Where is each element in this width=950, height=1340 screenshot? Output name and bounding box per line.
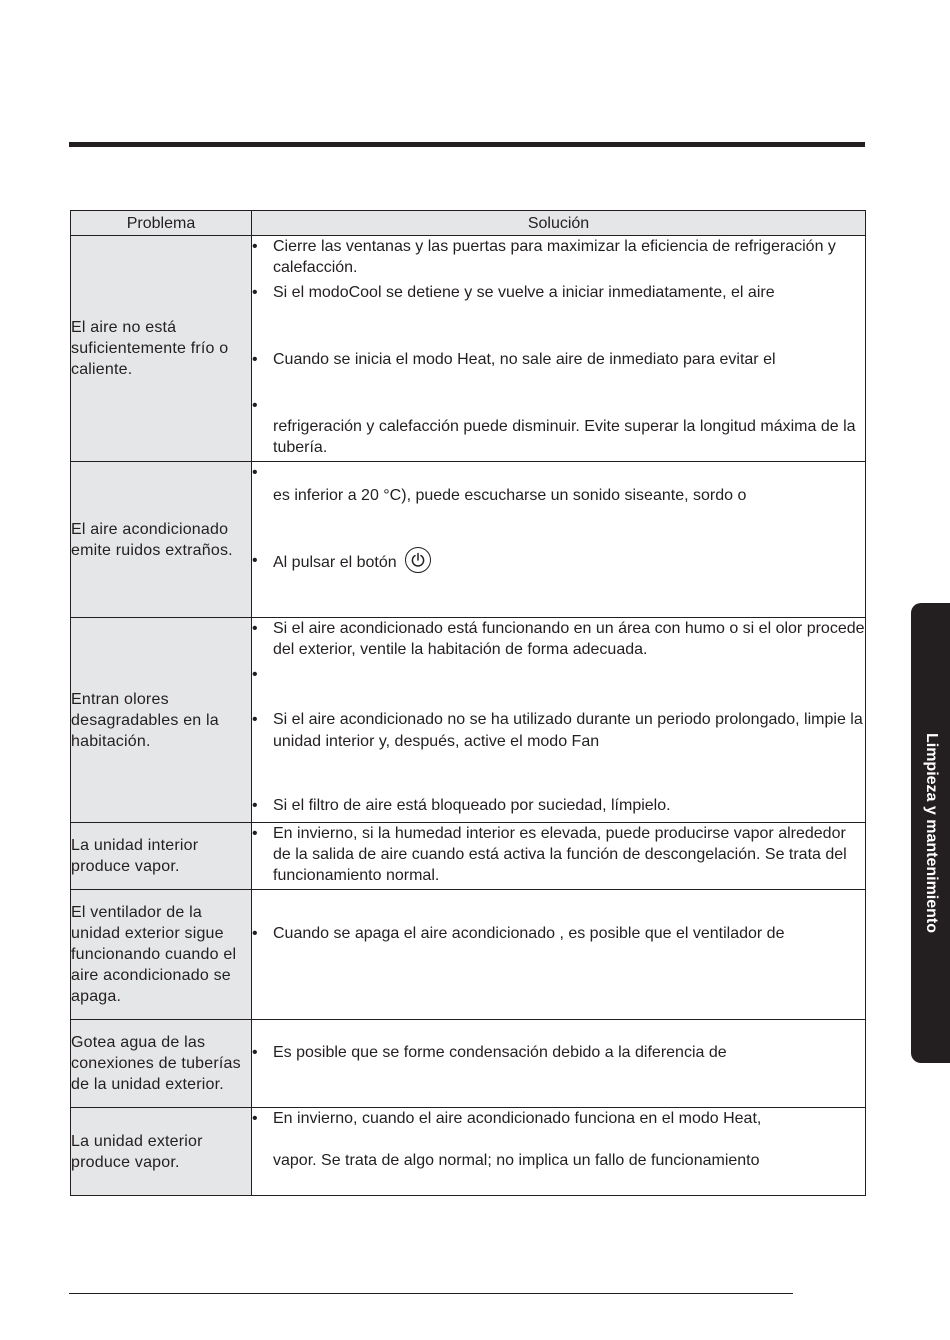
power-icon — [405, 547, 431, 573]
solution-item: • Cuando se inicia el modo Heat, no sale aire de inmediato para evitar el — [252, 349, 865, 370]
table-row — [71, 462, 866, 618]
solution-cell — [252, 1020, 866, 1108]
table-row — [71, 236, 866, 462]
section-side-tab — [911, 603, 950, 1063]
problem-cell: Gotea agua de las conexiones de tuberías de la unidad exterior. — [71, 1020, 252, 1108]
problem-cell: Entran olores desagradables en la habitación. — [71, 618, 252, 823]
solution-list — [252, 618, 865, 816]
solution-cell — [252, 462, 866, 618]
problem-cell: La unidad exterior produce vapor. — [71, 1108, 252, 1196]
solution-item — [252, 664, 865, 685]
solution-list — [252, 550, 865, 576]
solution-item: • Es posible que se forme condensación debido a la diferencia de — [252, 1042, 865, 1063]
table-row — [71, 823, 866, 890]
table-row — [71, 1108, 866, 1196]
footer-rule — [69, 1293, 793, 1294]
top-rule — [69, 142, 865, 147]
solution-item: • En invierno, si la humedad interior es elevada, puede producirse vapor alrededor de la salida de aire cuando está activa la función de descongelación. Se trata del funcionamiento normal. — [252, 823, 865, 886]
solution-item: • Si el filtro de aire está bloqueado por suciedad, límpielo. — [252, 795, 865, 816]
solution-item — [252, 395, 865, 416]
section-tab-label: Limpieza y mantenimiento — [922, 732, 940, 934]
troubleshooting-table — [70, 210, 866, 1196]
solution-list — [252, 236, 865, 416]
table-row — [71, 618, 866, 823]
header-solution: Solución — [252, 211, 866, 236]
table-header-row — [71, 211, 866, 236]
solution-continuation: es inferior a 20 °C), puede escucharse un sonido siseante, sordo o — [273, 487, 747, 504]
solution-cell — [252, 890, 866, 1020]
solution-cell — [252, 618, 866, 823]
solution-item: • Si el aire acondicionado está funcionando en un área con humo o si el olor procede del exterior, ventile la habitación de forma adecuada. — [252, 618, 865, 660]
solution-item: • Si el aire acondicionado no se ha utilizado durante un periodo prolongado, limpie la unidad interior y, después, active el modo Fan — [252, 709, 865, 753]
power-button-text: Al pulsar el botón — [273, 554, 397, 572]
table-row — [71, 1020, 866, 1108]
solution-item: • Si el modoCool se detiene y se vuelve a iniciar inmediatamente, el aire — [252, 282, 865, 303]
header-problem: Problema — [71, 211, 252, 236]
solution-list — [252, 1042, 865, 1063]
solution-list — [252, 462, 865, 483]
solution-cell — [252, 1108, 866, 1196]
solution-item — [252, 462, 865, 483]
solution-cell — [252, 823, 866, 890]
solution-item: • En invierno, cuando el aire acondicionado funciona en el modo Heat, — [252, 1108, 865, 1129]
solution-item: • Cuando se apaga el aire acondicionado , es posible que el ventilador de — [252, 923, 865, 944]
solution-cell — [252, 236, 866, 462]
solution-list — [252, 1108, 865, 1129]
solution-list — [252, 823, 865, 886]
solution-list — [252, 923, 865, 944]
problem-cell: El aire acondicionado emite ruidos extraños. — [71, 462, 252, 618]
problem-cell: La unidad interior produce vapor. — [71, 823, 252, 890]
table-row — [71, 890, 866, 1020]
solution-continuation: vapor. Se trata de algo normal; no implica un fallo de funcionamiento — [273, 1152, 760, 1169]
solution-item — [252, 550, 865, 576]
solution-continuation: refrigeración y calefacción puede disminuir. Evite superar la longitud máxima de la tubería. — [273, 418, 856, 456]
problem-cell: El ventilador de la unidad exterior sigue funcionando cuando el aire acondicionado se apaga. — [71, 890, 252, 1020]
solution-item: • Cierre las ventanas y las puertas para maximizar la eficiencia de refrigeración y calefacción. — [252, 236, 865, 278]
problem-cell: El aire no está suficientemente frío o caliente. — [71, 236, 252, 462]
